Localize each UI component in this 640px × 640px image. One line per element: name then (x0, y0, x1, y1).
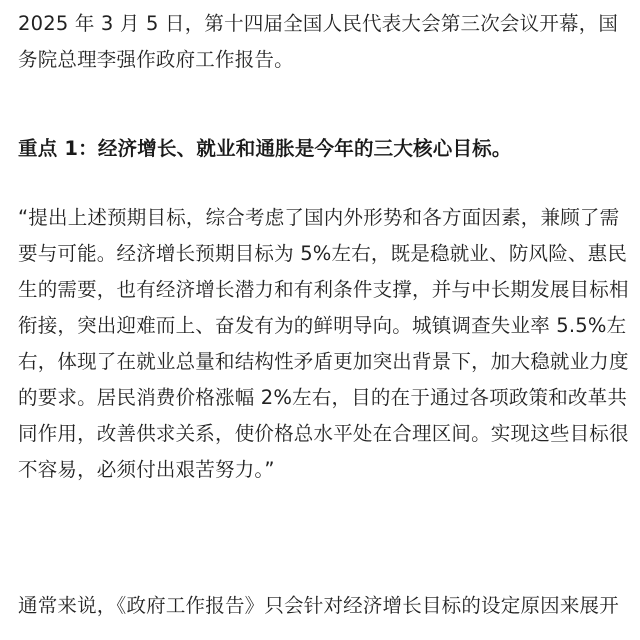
tail-paragraph: 通常来说，《政府工作报告》只会针对经济增长目标的设定原因来展开 (18, 594, 619, 617)
quote-paragraph: “提出上述预期目标，综合考虑了国内外形势和各方面因素，兼顾了需要与可能。经济增长预期目标为 5%左右，既是稳就业、防风险、惠民生的需要，也有经济增长潜力和有利条件支撑，并与中长期发展目标相衔接，突出迎难而上、奋发有为的鲜明导向。城镇调查失业率 5.5%左右，体现了在就业总量和结构性矛盾更加突出背景下，加大稳就业力度的要求。居民消费价格涨幅 2%左右，目的在于通过各项政策和改革共同作用，改善供求关系，使价格总水平处在合理区间。实现这些目标很不容易，必须付出艰苦努力。” (18, 206, 629, 481)
intro-paragraph: 2025 年 3 月 5 日，第十四届全国人民代表大会第三次会议开幕，国务院总理李强作政府工作报告。 (18, 12, 619, 71)
key-point-heading: 重点 1：经济增长、就业和通胀是今年的三大核心目标。 (18, 137, 512, 160)
